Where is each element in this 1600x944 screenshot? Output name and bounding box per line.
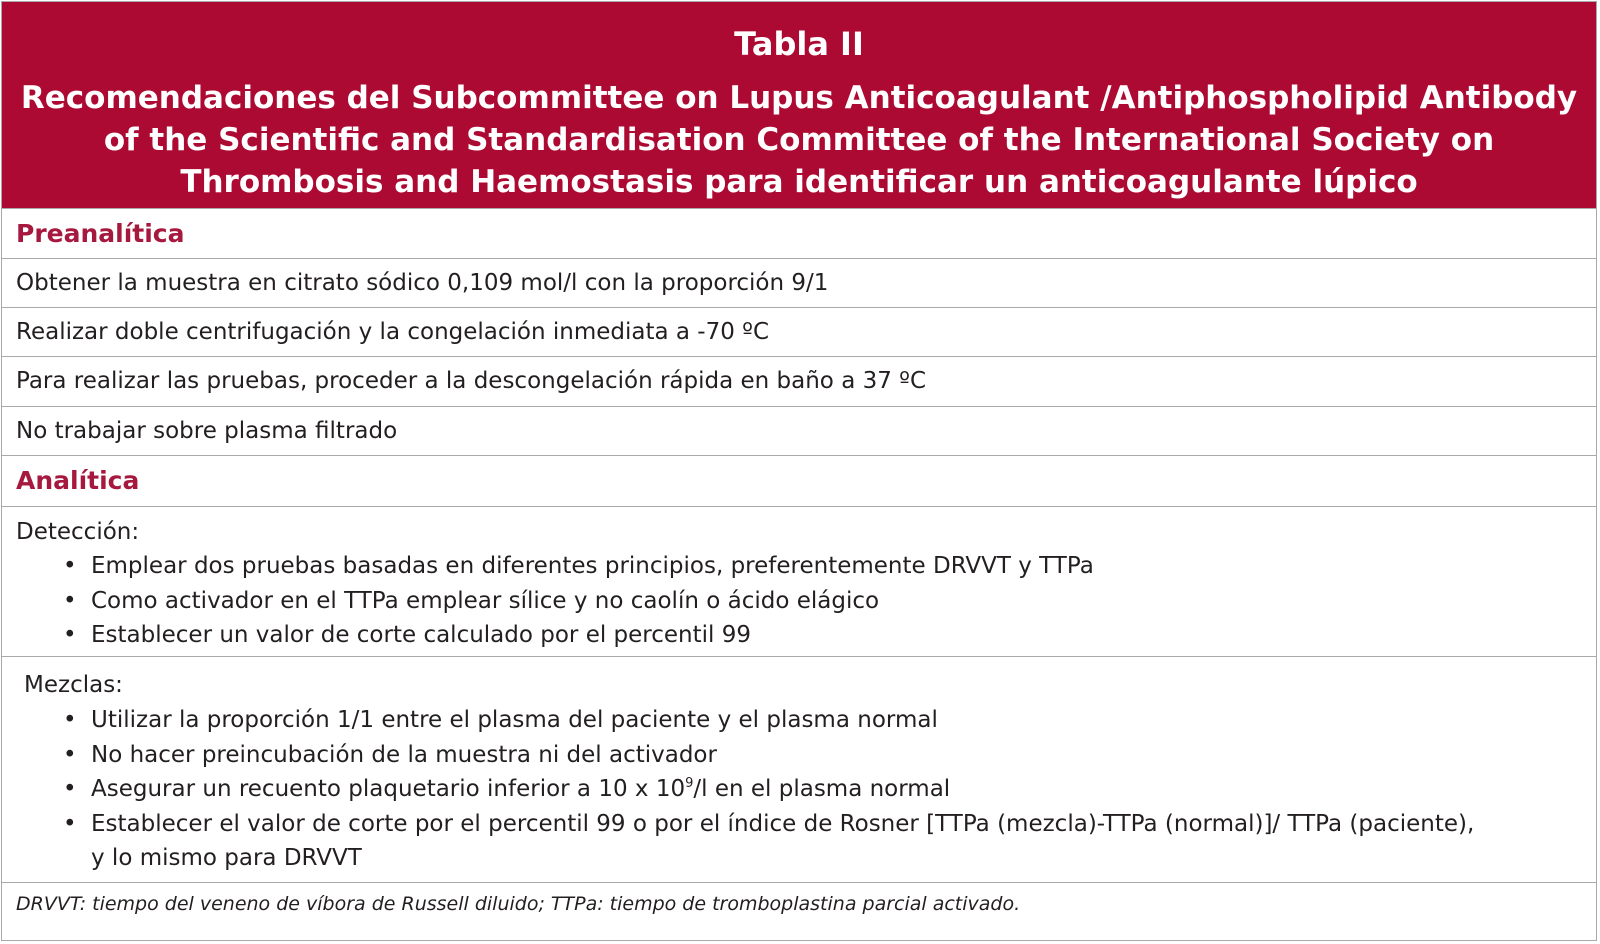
table-caption: Tabla II [734,25,864,63]
list-item [2,584,1094,619]
list-item [2,618,1094,653]
detection-label: Detección: [16,519,140,545]
mixes-label: Mezclas: [24,672,123,698]
section-heading-preanalitica: Preanalítica [2,208,1596,258]
mixes-block [2,656,1596,882]
list-item-text: No hacer preincubación de la muestra ni del activador [91,741,717,768]
detection-list [2,549,1094,653]
list-item-text: Asegurar un recuento plaquetario inferior a 10 x 10 [91,776,686,802]
table-row: Para realizar las pruebas, proceder a la descongelación rápida en baño a 37 ºC [2,356,1596,406]
table-row: No trabajar sobre plasma filtrado [2,406,1596,455]
table-row: Realizar doble centrifugación y la congelación inmediata a -70 ºC [2,307,1596,356]
bullet: • [63,707,77,733]
list-item-text-continuation: y lo mismo para DRVVT [91,845,362,871]
bullet: • [63,741,77,768]
list-item [2,772,1474,807]
bullet: • [63,776,77,802]
table-row: Obtener la muestra en citrato sódico 0,109 mol/l con la proporción 9/1 [2,258,1596,307]
list-item [2,807,1474,876]
bullet: • [63,810,77,837]
recommendations-table [1,1,1597,941]
list-item-text: /l en el plasma normal [693,776,951,802]
exponent: 9 [685,776,694,791]
table-footnote: DRVVT: tiempo del veneno de víbora de Russell diluido; TTPa: tiempo de tromboplastina parcial activado. [2,882,1596,940]
list-item [2,738,1474,773]
list-item-text: Establecer el valor de corte por el percentil 99 o por el índice de Rosner [TTPa (mezcla)-TTPa (normal)]/ TTPa (paciente), [91,810,1475,837]
list-item-text: Establecer un valor de corte calculado por el percentil 99 [91,622,752,648]
table-header [2,2,1596,208]
bullet: • [63,587,77,614]
list-item-text: Utilizar la proporción 1/1 entre el plasma del paciente y el plasma normal [91,707,938,733]
list-item [2,703,1474,738]
bullet: • [63,622,77,648]
bullet: • [63,553,77,579]
mixes-list [2,703,1474,876]
list-item-text: Emplear dos pruebas basadas en diferentes principios, preferentemente DRVVT y TTPa [91,553,1094,579]
list-item [2,549,1094,584]
section-heading-analitica: Analítica [2,455,1596,506]
table-title: Recomendaciones del Subcommittee on Lupus Anticoagulant /Antiphospholipid Antibody of the Scientific and Standardisation Committee of the International Society on Thrombosis and Haemostasis para identificar un anticoagulante lúpico [20,80,1578,200]
detection-block [2,506,1596,656]
list-item-text: Como activador en el TTPa emplear sílice y no caolín o ácido elágico [91,587,880,614]
